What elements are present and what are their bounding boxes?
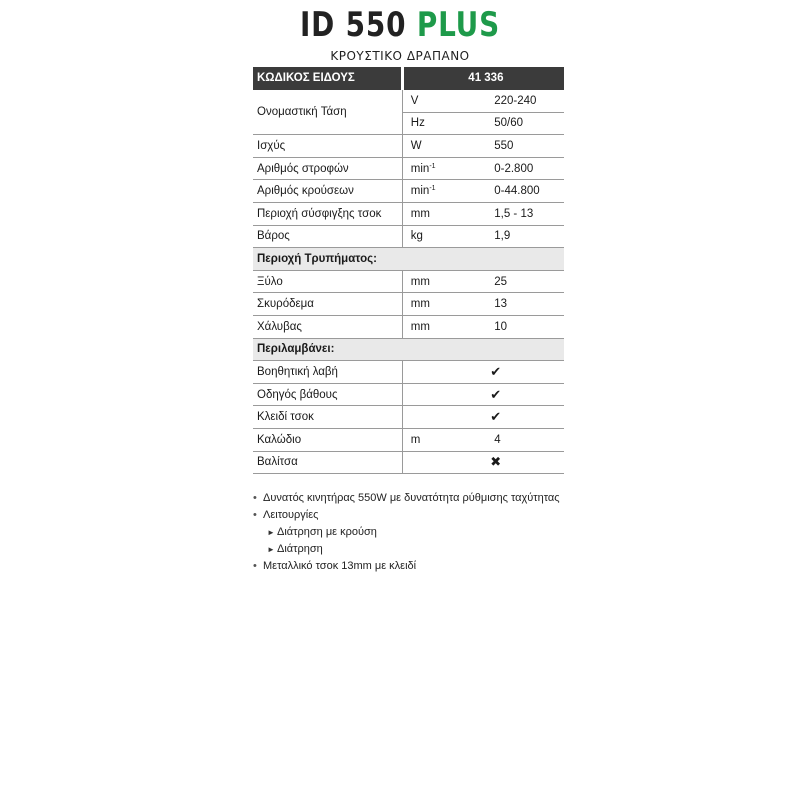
row-label: Αριθμός κρούσεων xyxy=(253,180,402,203)
table-header-row xyxy=(253,67,564,90)
feature-item xyxy=(253,524,583,541)
row-unit xyxy=(402,361,486,384)
row-unit xyxy=(402,451,486,474)
check-icon: ✔ xyxy=(486,383,564,406)
feature-list xyxy=(253,490,583,575)
row-unit xyxy=(402,180,486,203)
spec-table xyxy=(253,67,564,474)
row-value: 13 xyxy=(486,293,564,316)
feature-item xyxy=(253,558,583,575)
check-icon: ✔ xyxy=(486,361,564,384)
row-value: 0-44.800 xyxy=(486,180,564,203)
header-label: ΚΩΔΙΚΟΣ ΕΙΔΟΥΣ xyxy=(253,67,402,90)
table-row xyxy=(253,315,564,338)
unit-text: mm xyxy=(410,207,430,220)
section-title: Περιλαμβάνει: xyxy=(253,338,564,361)
feature-item xyxy=(253,490,583,507)
table-row-voltage xyxy=(253,90,564,113)
row-unit xyxy=(402,293,486,316)
table-row xyxy=(253,428,564,451)
header-code: 41 336 xyxy=(402,67,564,90)
row-value: 10 xyxy=(486,315,564,338)
arrow-icon: ► xyxy=(267,528,275,537)
unit-text: W xyxy=(410,139,422,152)
table-row xyxy=(253,225,564,248)
check-icon: ✔ xyxy=(486,406,564,429)
feature-text: Λειτουργίες xyxy=(263,509,319,521)
row-label: Ισχύς xyxy=(253,135,402,158)
row-label: Κλειδί τσοκ xyxy=(253,406,402,429)
bullet-icon: • xyxy=(253,492,257,504)
feature-text: Διάτρηση με κρούση xyxy=(277,526,377,538)
row-label: Βαλίτσα xyxy=(253,451,402,474)
unit-exponent: -1 xyxy=(429,162,436,170)
feature-text: Δυνατός κινητήρας 550W με δυνατότητα ρύθμισης ταχύτητας xyxy=(263,492,560,504)
row-unit xyxy=(402,225,486,248)
row-label: Καλώδιο xyxy=(253,428,402,451)
row-label: Οδηγός βάθους xyxy=(253,383,402,406)
row-label: Σκυρόδεμα xyxy=(253,293,402,316)
frequency-value: 50/60 xyxy=(486,112,564,135)
model-suffix: PLUS xyxy=(416,5,501,45)
unit-text: kg xyxy=(410,230,423,243)
product-subtitle: ΚΡΟΥΣΤΙΚΟ ΔΡΑΠΑΝΟ xyxy=(330,49,470,63)
arrow-icon: ► xyxy=(267,545,275,554)
row-unit xyxy=(402,315,486,338)
row-value: 25 xyxy=(486,270,564,293)
bullet-icon: • xyxy=(253,560,257,572)
table-row xyxy=(253,202,564,225)
table-row xyxy=(253,270,564,293)
row-unit xyxy=(402,428,486,451)
row-value: 1,9 xyxy=(486,225,564,248)
row-label: Βοηθητική λαβή xyxy=(253,361,402,384)
frequency-unit: Hz xyxy=(402,112,486,135)
row-unit xyxy=(402,157,486,180)
section-includes xyxy=(253,338,564,361)
unit-exponent: -1 xyxy=(429,185,436,193)
unit-text: m xyxy=(410,433,421,446)
section-title: Περιοχή Τρυπήματος: xyxy=(253,248,564,271)
row-unit xyxy=(402,383,486,406)
unit-text: mm xyxy=(410,320,430,333)
voltage-value: 220-240 xyxy=(486,90,564,113)
unit-text: mm xyxy=(410,275,430,288)
row-label: Βάρος xyxy=(253,225,402,248)
product-title xyxy=(72,2,728,48)
feature-item xyxy=(253,507,583,524)
table-row xyxy=(253,406,564,429)
table-row xyxy=(253,293,564,316)
row-value: 550 xyxy=(486,135,564,158)
model-name: ID 550 xyxy=(299,5,407,45)
table-row xyxy=(253,135,564,158)
feature-item xyxy=(253,541,583,558)
table-row xyxy=(253,361,564,384)
row-label: Περιοχή σύσφιγξης τσοκ xyxy=(253,202,402,225)
table-row xyxy=(253,451,564,474)
row-unit xyxy=(402,135,486,158)
unit-text: min xyxy=(410,162,430,175)
feature-text: Διάτρηση xyxy=(277,543,323,555)
row-label: Χάλυβας xyxy=(253,315,402,338)
row-unit xyxy=(402,406,486,429)
row-unit xyxy=(402,202,486,225)
table-row xyxy=(253,180,564,203)
table-row xyxy=(253,383,564,406)
table-row xyxy=(253,157,564,180)
row-value: 1,5 - 13 xyxy=(486,202,564,225)
section-drilling xyxy=(253,248,564,271)
bullet-icon: • xyxy=(253,509,257,521)
row-value: 0-2.800 xyxy=(486,157,564,180)
cross-icon: ✖ xyxy=(486,451,564,474)
feature-text: Μεταλλικό τσοκ 13mm με κλειδί xyxy=(263,560,417,572)
unit-text: min xyxy=(410,185,430,198)
row-unit xyxy=(402,270,486,293)
voltage-label: Ονομαστική Τάση xyxy=(253,90,402,135)
row-value: 4 xyxy=(486,428,564,451)
row-label: Ξύλο xyxy=(253,270,402,293)
row-label: Αριθμός στροφών xyxy=(253,157,402,180)
voltage-unit: V xyxy=(402,90,486,113)
unit-text: mm xyxy=(410,298,430,311)
